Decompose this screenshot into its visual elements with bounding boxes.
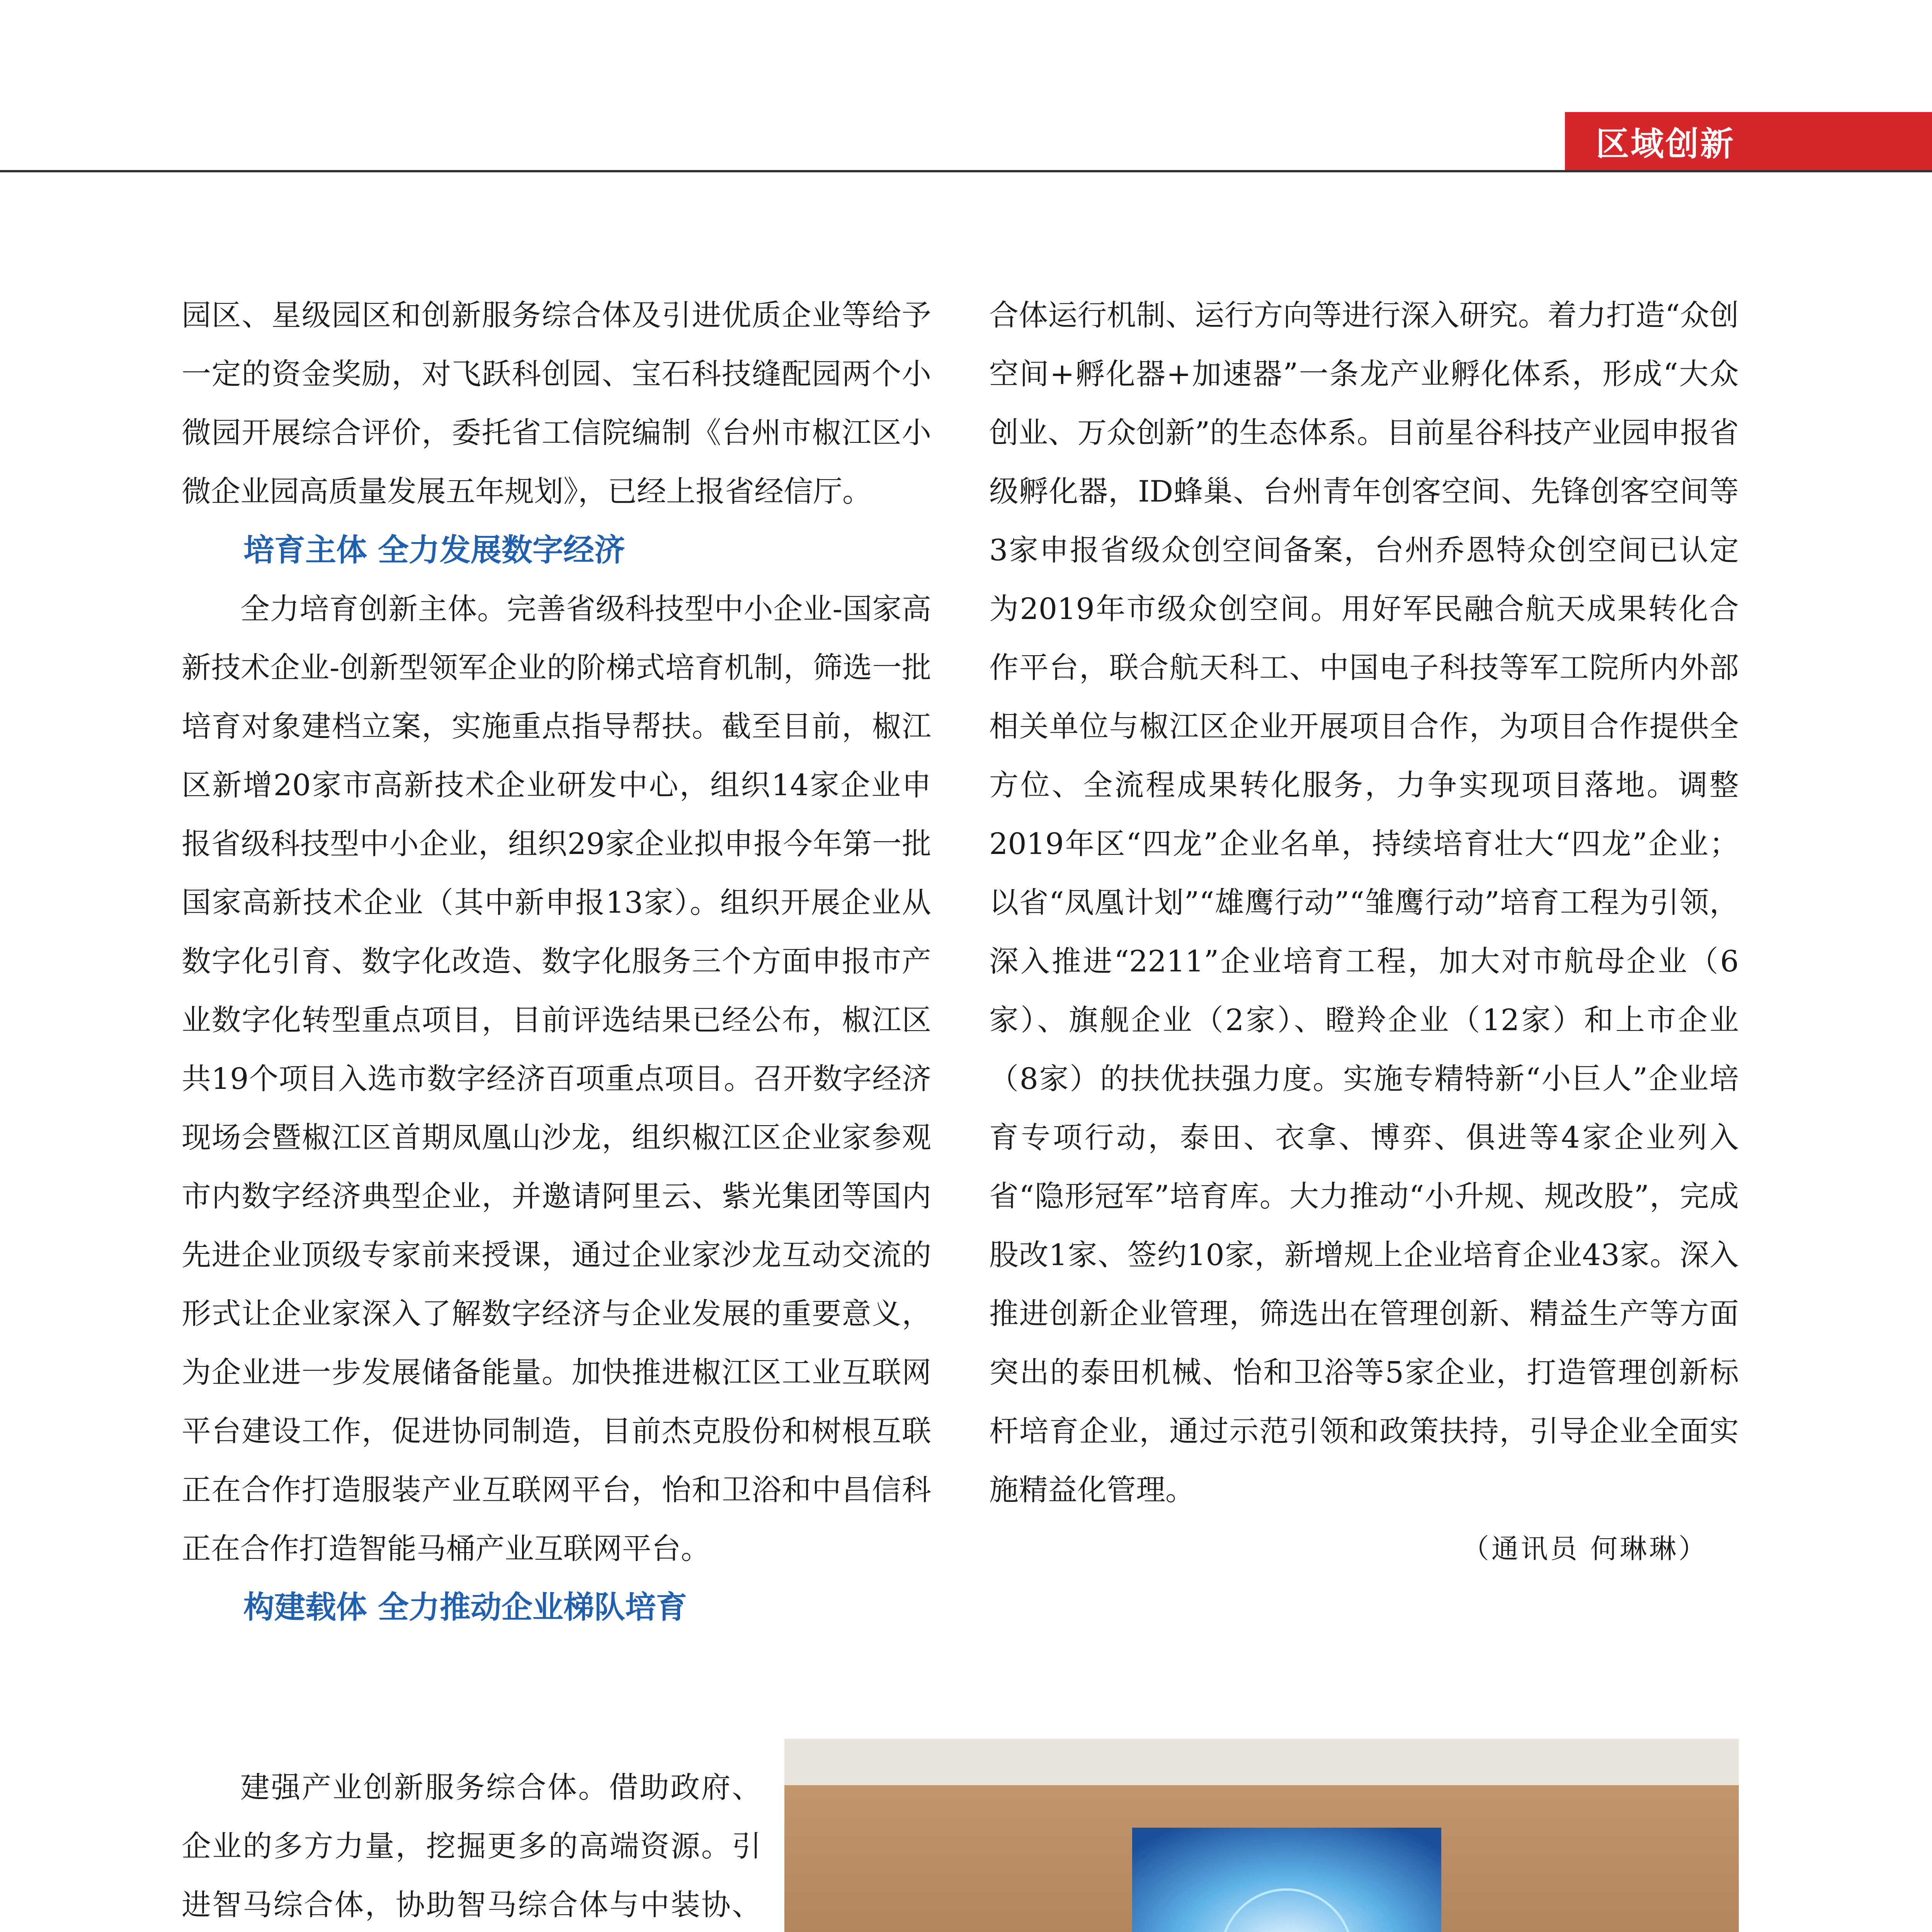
byline: （通讯员 何琳琳） [1462,1533,1708,1565]
right-column [989,286,1739,1578]
section-heading: 构建载体 全力推动企业梯队培育 [243,1589,687,1625]
lower-left-column [182,1758,761,1932]
body-paragraph: 建强产业创新服务综合体。借助政府、企业的多方力量，挖掘更多的高端资源。引进智马综合体，协助智马综合体与中装协、 [182,1770,761,1922]
signing-ceremony-photo [784,1739,1739,1932]
left-column [182,286,931,1637]
body-paragraph: 合体运行机制、运行方向等进行深入研究。着力打造“众创空间+孵化器+加速器”一条龙产业孵化体系，形成“大众创业、万众创新”的生态体系。目前星谷科技产业园申报省级孵化器，ID蜂巢、台州青年创客空间、先锋创客空间等3家申报省级众创空间备案，台州乔恩特众创空间已认定为2019年市级众创空间。用好军民融合航天成果转化合作平台，联合航天科工、中国电子科技等军工院所内外部相关单位与椒江区企业开展项目合作，为项目合作提供全方位、全流程成果转化服务，力争实现项目落地。调整2019年区“四龙”企业名单，持续培育壮大“四龙”企业；以省“凤凰计划”“雄鹰行动”“雏鹰行动”培育工程为引领，深入推进“2211”企业培育工程，加大对市航母企业（6家）、旗舰企业（2家）、瞪羚企业（12家）和上市企业（8家）的扶优扶强力度。实施专精特新“小巨人”企业培育专项行动，泰田、衣拿、博弈、俱进等4家企业列入省“隐形冠军”培育库。大力推动“小升规、规改股”，完成股改1家、签约10家，新增规上企业培育企业43家。深入推进创新企业管理，筛选出在管理创新、精益生产等方面突出的泰田机械、怡和卫浴等5家企业，打造管理创新标杆培育企业，通过示范引领和政策扶持，引导企业全面实施精益化管理。 [989,298,1739,1507]
body-paragraph: 园区、星级园区和创新服务综合体及引进优质企业等给予一定的资金奖励，对飞跃科创园、宝石科技缝配园两个小微园开展综合评价，委托省工信院编制《台州市椒江区小微企业园高质量发展五年规划》，已经上报省经信厅。 [182,298,931,509]
body-paragraph: 全力培育创新主体。完善省级科技型中小企业-国家高新技术企业-创新型领军企业的阶梯式培育机制，筛选一批培育对象建档立案，实施重点指导帮扶。截至目前，椒江区新增20家市高新技术企业研发中心，组织14家企业申报省级科技型中小企业，组织29家企业拟申报今年第一批国家高新技术企业（其中新申报13家）。组织开展企业从数字化引育、数字化改造、数字化服务三个方面申报市产业数字化转型重点项目，目前评选结果已经公布，椒江区共19个项目入选市数字经济百项重点项目。召开数字经济现场会暨椒江区首期凤凰山沙龙，组织椒江区企业家参观市内数字经济典型企业，并邀请阿里云、紫光集团等国内先进企业顶级专家前来授课，通过企业家沙龙互动交流的形式让企业家深入了解数字经济与企业发展的重要意义，为企业进一步发展储备能量。加快推进椒江区工业互联网平台建设工作，促进协同制造，目前杰克股份和树根互联正在合作打造服装产业互联网平台，怡和卫浴和中昌信科正在合作打造智能马桶产业互联网平台。 [182,592,931,1566]
section-heading: 培育主体 全力发展数字经济 [243,532,625,568]
section-tag: 区域创新 [1565,112,1932,170]
header-rule [0,170,1932,172]
